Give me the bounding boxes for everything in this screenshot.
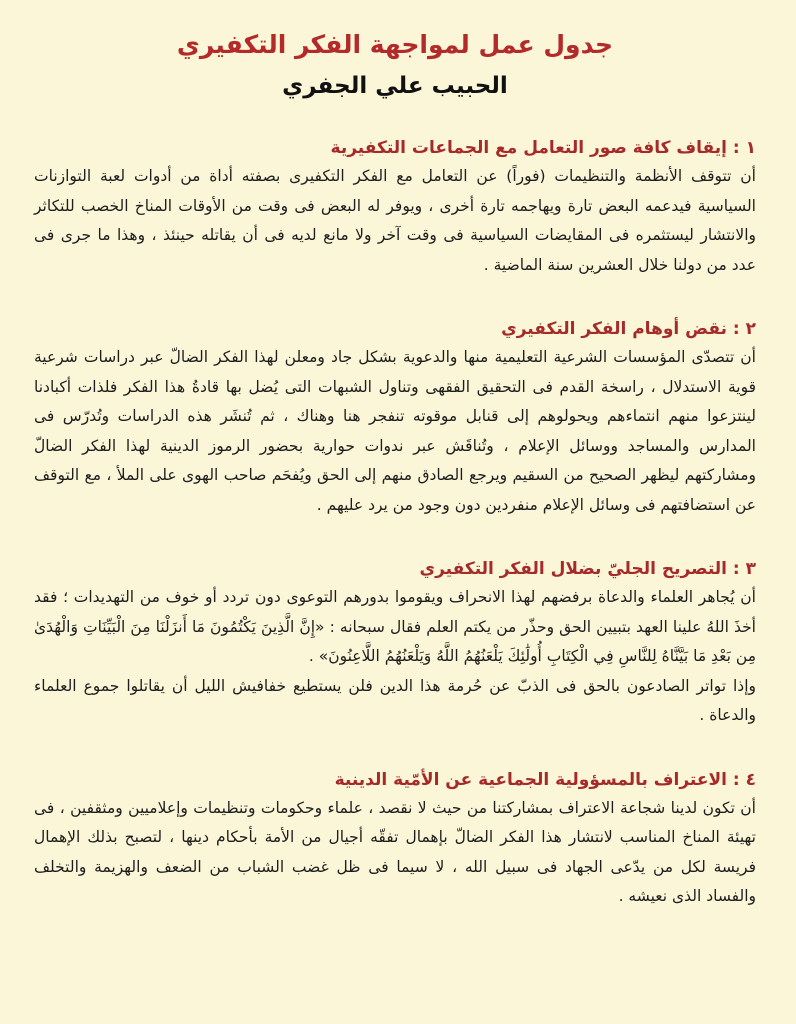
section-heading: ٣ : التصريح الجليّ بضلال الفكر التكفيري [419, 559, 756, 579]
document-header [34, 26, 756, 104]
document-author: الحبيب علي الجفري [282, 73, 508, 99]
document-title: جدول عمل لمواجهة الفكر التكفيري [176, 30, 614, 59]
section-paragraph: أن يُجاهر العلماء والدعاة برفضهم لهذا الانحراف ويقوموا بدورهم التوعوى دون تردد أو خوف من التهديدات ؛ فقد أخذَ اللهُ علينا العهد بتبيين الحق وحذّر من يكتم العلم فقال سبحانه : «إِنَّ الَّذِينَ يَكْتُمُونَ مَا أَنزَلْنَا مِنَ الْبَيِّنَاتِ وَالْهُدَىٰ مِن بَعْدِ مَا بَيَّنَّاهُ لِلنَّاسِ فِي الْكِتَابِ أُولَٰئِكَ يَلْعَنُهُمُ اللَّهُ وَيَلْعَنُهُمُ اللَّاعِنُونَ» . [34, 588, 756, 665]
section-paragraph: أن تكون لدينا شجاعة الاعتراف بمشاركتنا من حيث لا نقصد ، علماء وحكومات وتنظيمات وإعلاميين ومثقفين ، فى تهيئة المناخ المناسب لانتشار هذا الفكر الضالّ بإهمال تفقّه أجيال من الأمة بأحكام دينها ، لتصبح بذلك الإهمال فريسة لكل من يدّعى الجهاد فى سبيل الله ، لا سيما فى ظل غضب الشباب من الضعف والهزيمة والتخلف والفساد الذى نعيشه . [34, 798, 756, 905]
section-paragraph: وإذا تواتر الصادعون بالحق فى الذبّ عن حُرمة هذا الدين فلن يستطيع خفافيش الليل أن يقاتلوا جموع العلماء والدعاة . [34, 676, 756, 724]
section-clear-declaration [34, 555, 756, 731]
section-collective-responsibility [34, 766, 756, 912]
section-paragraph: أن تتوقف الأنظمة والتنظيمات (فوراً) عن التعامل مع الفكر التكفيرى بصفته أداة من أدوات لعبة التوازنات السياسية فيدعمه البعض تارة ويهاجمه تارة أخرى ، ويوفر له البعض فى وقت من الأوقات المناخ الخصب للتكاثر والانتشار ليستثمره فى المقايضات السياسية فى وقت آخر ولا مانع لديه فى أن يقاتله حينئذ ، وهذا ما جرى فى عدد من دولنا خلال العشرين سنة الماضية . [34, 167, 756, 274]
section-paragraph: أن تتصدّى المؤسسات الشرعية التعليمية منها والدعوية بشكل جاد ومعلن لهذا الفكر الضالّ عبر دراسات شرعية قوية الاستدلال ، راسخة القدم فى التحقيق الفقهى وتناول الشبهات التى يُضل بها قادةُ هذا الفكر فلذات أكبادنا لينتزعوا منهم انتماءهم ويحولوهم إلى قنابل موقوته تنفجر هنا وهناك ، ثم تُنشَر هذه الدراسات وتُدرّس فى المدارس والمساجد ووسائل الإعلام ، وتُناقَش عبر ندوات حوارية بحضور الرموز الدينية لهذا الفكر الضالّ ومشاركتهم ليظهر الصحيح من السقيم ويرجع الصادق منهم إلى الحق ويُفحَم صاحب الهوى على الملأ ، مع التوقف عن استضافتهم فى وسائل الإعلام منفردين دون وجود من يرد عليهم . [34, 348, 756, 514]
section-refute-delusions [34, 315, 756, 520]
section-heading: ٢ : نقض أوهام الفكر التكفيري [501, 319, 756, 339]
section-heading: ٤ : الاعتراف بالمسؤولية الجماعية عن الأمّية الدينية [334, 769, 756, 790]
section-stop-dealing [34, 134, 756, 280]
section-heading: ١ : إيقاف كافة صور التعامل مع الجماعات التكفيرية [330, 138, 756, 158]
document-body [34, 134, 756, 912]
